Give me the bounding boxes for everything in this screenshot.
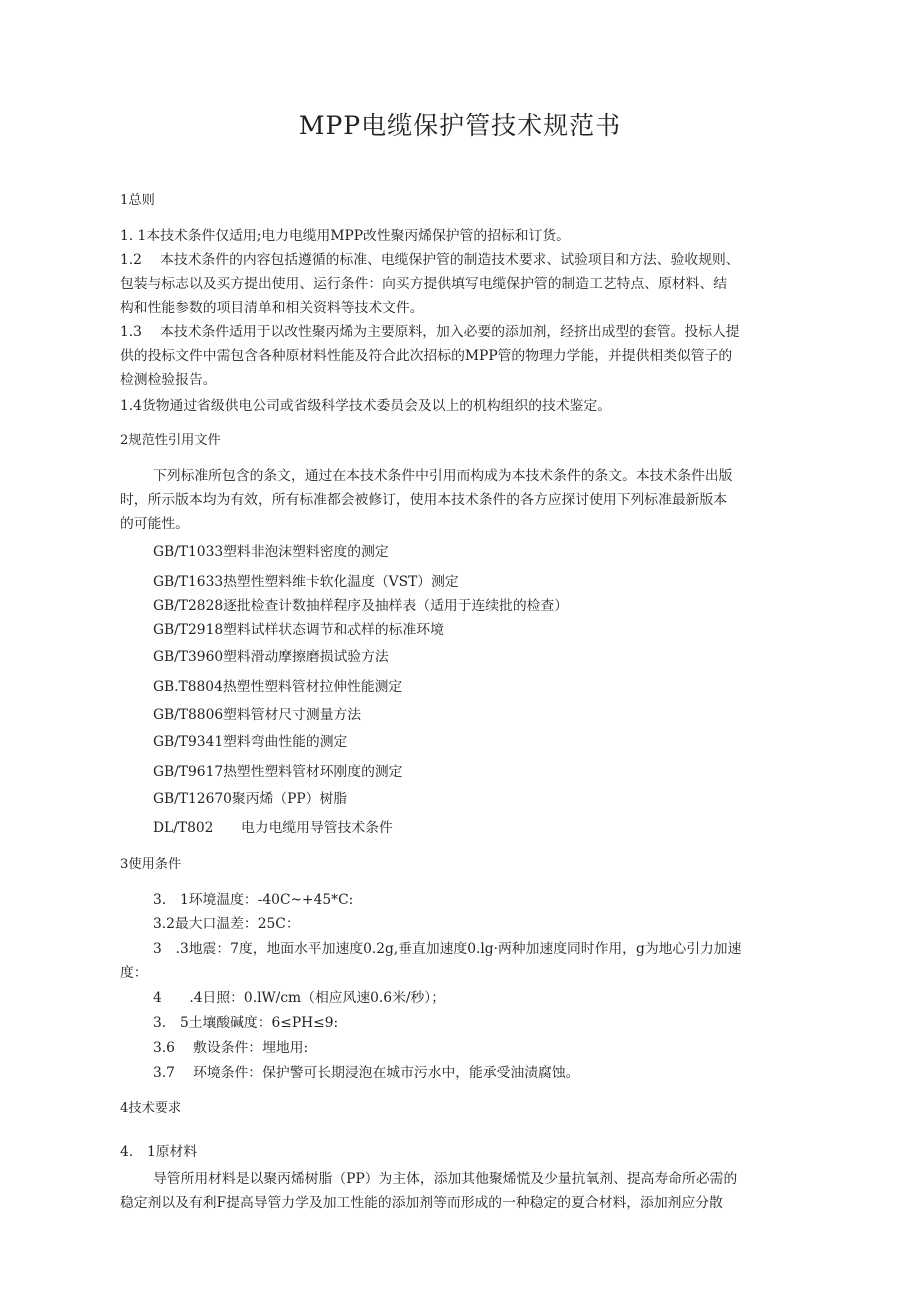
standard-name: 热塑性塑料管材拉伸性能测定: [222, 679, 403, 695]
section-4-heading: 4技术要求: [120, 1101, 182, 1116]
document-title: MPP电缆保护管技术规范书: [298, 111, 622, 140]
standard-item: [153, 677, 402, 697]
standard-item: [153, 818, 393, 838]
standard-item: [153, 647, 389, 667]
standard-name: 聚丙烯（PP）树脂: [231, 791, 348, 807]
standard-item: [153, 596, 568, 616]
standard-code: GB/T9617: [153, 764, 224, 780]
clause-1-2-line3: 构和性能参数的项目清单和相关资料等技术文件。: [120, 300, 424, 316]
condition-3-6: 3.6 敷设条件：埋地用:: [153, 1040, 309, 1056]
standard-code: GB/T1633: [153, 574, 224, 590]
condition-3-4: 4 .4日照：0.lW/cm（相应风速0.6米/秒）；: [153, 990, 446, 1006]
clause-1-2-line2: 包装与标志以及买方提出使用、运行条件：向买方提供填写电缆保护管的制造工艺特点、原材料、结: [120, 276, 728, 292]
section-4-1-para-line1: 导管所用材料是以聚丙烯树脂（PP）为主体，添加其他聚烯慌及少量抗氧剂、提高寿命所必需的: [153, 1171, 738, 1187]
standard-item: [153, 762, 402, 782]
section-2-para-line2: 时，所示版本均为有效，所有标准都会被修订，使用本技术条件的各方应探讨使用下列标准最新版本: [120, 492, 728, 508]
section-2-para-line1: 下列标准所包含的条文，通过在本技术条件中引用而构成为本技术条件的条文。本技术条件出版: [153, 468, 733, 484]
standard-code: GB/T12670: [153, 791, 232, 807]
standard-item: [153, 542, 389, 562]
clause-1-3-line2: 供的投标文件中需包含各种原材料性能及符合此次招标的MPP管的物理力学能，并提供相类似管子的: [120, 348, 733, 364]
clause-1-1: 1. 1本技术条件仅适用;电力电缆用MPP改性聚丙烯保护管的招标和订货。: [120, 228, 570, 244]
standard-name: 塑料非泡沫塑料密度的测定: [223, 544, 389, 560]
standard-name: 塑料试样状态调节和忒样的标准环境: [223, 622, 444, 638]
section-4-1-heading: 4. 1原材料: [120, 1144, 198, 1160]
standard-name: 塑料弯曲性能的测定: [223, 734, 348, 750]
clause-1-4: 1.4货物通过省级供电公司或省级科学技术委员会及以上的机构组织的技术鉴定。: [120, 398, 612, 414]
standard-item: [153, 572, 459, 592]
standard-code: GB/T3960: [153, 649, 224, 665]
section-2-para-line3: 的可能性。: [120, 516, 189, 532]
section-1-heading: 1总则: [120, 193, 155, 208]
standard-name: 塑料滑动摩擦磨损试验方法: [223, 649, 389, 665]
standard-name: 塑料管材尺寸测量方法: [223, 707, 362, 723]
condition-3-5: 3. 5土壤酸碱度：6≤PH≤9:: [153, 1015, 339, 1031]
condition-3-3-line2: 度：: [120, 965, 148, 981]
section-4-1-para-line2: 稳定剂以及有利F提高导管力学及加工性能的添加剂等而形成的一种稳定的夏合材料，添加剂应分散: [120, 1195, 723, 1211]
standard-name: 热塑性塑料管材环刚度的测定: [223, 764, 403, 780]
standard-item: [153, 789, 347, 809]
section-3-heading: 3使用条件: [120, 857, 182, 872]
standard-code: GB.T8804: [153, 679, 223, 695]
standard-name: 逐批检查计数抽样程序及抽样表（适用于连续批的检查）: [223, 598, 569, 614]
standard-code: GB/T9341: [153, 734, 224, 750]
standard-name: 热塑性塑料维卡软化温度（VST）测定: [223, 574, 459, 590]
standard-item: [153, 620, 444, 640]
clause-1-3-line1: 1.3 本技术条件适用于以改性聚丙烯为主要原料，加入必要的添加剂，经挤出成型的套管。投标人提: [120, 324, 740, 340]
standard-code: GB/T8806: [153, 707, 224, 723]
standard-code: DL/T802: [153, 820, 214, 836]
condition-3-7: 3.7 环境条件：保护警可长期浸泡在城市污水中，能承受油渍腐蚀。: [153, 1065, 580, 1081]
condition-3-3-line1: 3 .3地震：7度，地面水平加速度0.2g,垂直加速度0.lg·两种加速度同时作用，g为地心引力加速: [153, 941, 742, 957]
standard-code: GB/T1033: [153, 544, 224, 560]
standard-item: [153, 732, 347, 752]
condition-3-1: 3. 1环境温度：-40C~+45*C:: [153, 892, 354, 908]
clause-1-2-line1: 1.2 本技术条件的内容包括遵循的标准、电缆保护管的制造技术要求、试验项目和方法、验收规则、: [120, 252, 740, 268]
clause-1-3-line3: 检测检验报告。: [120, 372, 217, 388]
standard-name: 电力电缆用导管技术条件: [241, 820, 393, 836]
standard-code: GB/T2828: [153, 598, 224, 614]
standard-item: [153, 705, 361, 725]
condition-3-2: 3.2最大口温差：25C：: [153, 916, 300, 932]
section-2-heading: 2规范性引用文件: [120, 433, 221, 448]
standard-code: GB/T2918: [153, 622, 224, 638]
